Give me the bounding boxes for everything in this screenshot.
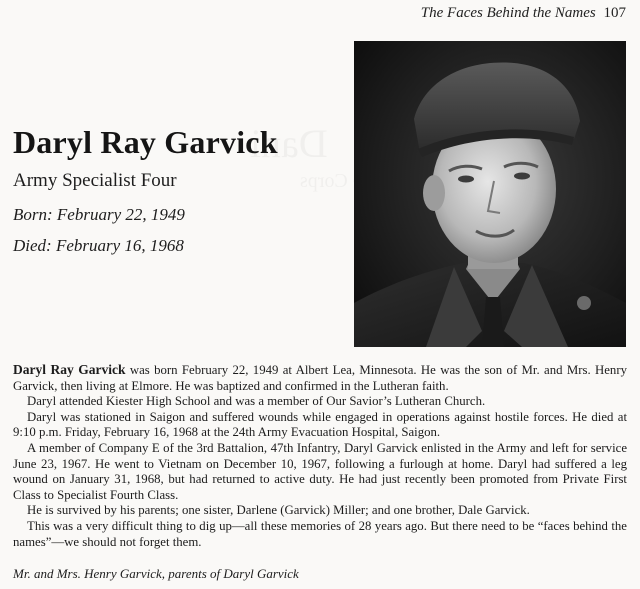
bio-paragraph-2: Daryl attended Kiester High School and was a member of Our Savior’s Lutheran Church. xyxy=(27,394,486,409)
soldier-name-heading: Daryl Ray Garvick xyxy=(13,124,278,160)
soldier-rank: Army Specialist Four xyxy=(13,170,177,191)
page-number: 107 xyxy=(603,5,626,21)
bio-paragraph-3: Daryl was stationed in Saigon and suffered wounds while engaged in operations against hostile forces. He died at 9:10 p.m. Friday, February 16, 1968 at the 24th Army Evacuation Hospital, Saigon. xyxy=(13,409,627,440)
book-title: The Faces Behind the Names xyxy=(420,5,596,21)
ear xyxy=(423,175,445,211)
bio-paragraph-1-text: was born February 22, 1949 at Albert Lea, Minnesota. He was the son of Mr. and Mrs. Henry Garvick, then living at Elmore. He was baptized and confirmed in the Lutheran faith. xyxy=(13,363,627,393)
bio-paragraph-1 xyxy=(13,362,627,394)
soldier-portrait-photo xyxy=(354,41,626,347)
eye-right xyxy=(514,173,530,180)
bio-paragraph-5: He is survived by his parents; one sister, Darlene (Garvick) Miller; and one brother, Dale Garvick. xyxy=(27,503,530,518)
running-head xyxy=(421,5,626,22)
collar-insignia xyxy=(577,296,591,310)
bio-lead-name: Daryl Ray Garvick xyxy=(13,362,126,377)
bio-paragraph-6: This was a very difficult thing to dig up—all these memories of 28 years ago. But there need to be “faces behind the names”—we should not forget them. xyxy=(13,518,627,549)
birth-date: Born: February 22, 1949 xyxy=(13,205,185,224)
biography-text xyxy=(13,362,627,550)
death-date: Died: February 16, 1968 xyxy=(13,236,184,255)
tribute-signature: Mr. and Mrs. Henry Garvick, parents of Daryl Garvick xyxy=(13,566,299,581)
bio-paragraph-4: A member of Company E of the 3rd Battalion, 47th Infantry, Daryl Garvick enlisted in the Army and left for service June 23, 1967. He went to Vietnam on December 10, 1967, following a furlough at home. Daryl had suffered a leg wound on January 31, 1968, but had returned to active duty. He had just recently been promoted from Private First Class to Specialist Fourth Class. xyxy=(13,440,627,502)
eye-left xyxy=(458,176,474,183)
soldier-portrait-icon xyxy=(354,41,626,347)
